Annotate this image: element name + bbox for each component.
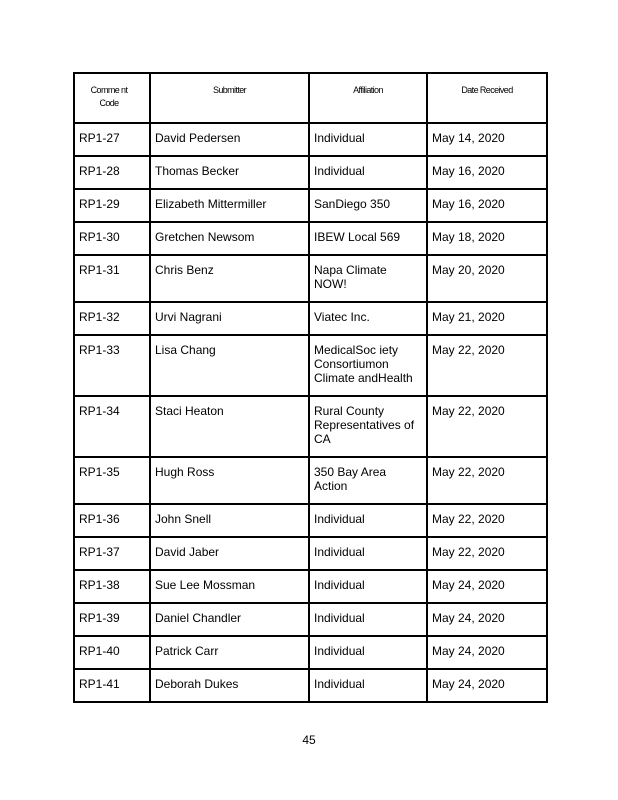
header-affiliation: Affiliation [309, 73, 427, 123]
cell-code: RP1-35 [74, 457, 150, 504]
table-body [74, 123, 547, 702]
cell-code: RP1-34 [74, 396, 150, 457]
cell-code: RP1-31 [74, 255, 150, 302]
cell-submitter: John Snell [150, 504, 309, 537]
cell-code: RP1-32 [74, 302, 150, 335]
cell-affiliation: Individual [309, 570, 427, 603]
cell-code: RP1-36 [74, 504, 150, 537]
cell-affiliation: IBEW Local 569 [309, 222, 427, 255]
cell-affiliation: Napa Climate NOW! [309, 255, 427, 302]
cell-date: May 22, 2020 [427, 504, 547, 537]
cell-affiliation: 350 Bay Area Action [309, 457, 427, 504]
header-submitter: Submitter [150, 73, 309, 123]
cell-code: RP1-29 [74, 189, 150, 222]
cell-date: May 22, 2020 [427, 457, 547, 504]
table-row [74, 222, 547, 255]
table-row [74, 302, 547, 335]
cell-date: May 14, 2020 [427, 123, 547, 156]
cell-date: May 21, 2020 [427, 302, 547, 335]
cell-affiliation: Individual [309, 504, 427, 537]
cell-code: RP1-28 [74, 156, 150, 189]
table-row [74, 156, 547, 189]
cell-date: May 16, 2020 [427, 156, 547, 189]
cell-submitter: Lisa Chang [150, 335, 309, 396]
header-date-received: Date Received [427, 73, 547, 123]
table-row [74, 669, 547, 702]
cell-affiliation: Rural County Representatives of CA [309, 396, 427, 457]
cell-affiliation: Individual [309, 123, 427, 156]
cell-code: RP1-41 [74, 669, 150, 702]
cell-submitter: Daniel Chandler [150, 603, 309, 636]
cell-submitter: Gretchen Newsom [150, 222, 309, 255]
table-row [74, 457, 547, 504]
cell-affiliation: Individual [309, 603, 427, 636]
cell-code: RP1-30 [74, 222, 150, 255]
table-header-row [74, 73, 547, 123]
cell-code: RP1-37 [74, 537, 150, 570]
cell-date: May 24, 2020 [427, 603, 547, 636]
table-row [74, 335, 547, 396]
cell-date: May 24, 2020 [427, 669, 547, 702]
table-row [74, 603, 547, 636]
cell-affiliation: Viatec Inc. [309, 302, 427, 335]
cell-code: RP1-38 [74, 570, 150, 603]
cell-submitter: Chris Benz [150, 255, 309, 302]
cell-affiliation: MedicalSoc iety Consortiumon Climate andHealth [309, 335, 427, 396]
cell-affiliation: Individual [309, 669, 427, 702]
table-row [74, 396, 547, 457]
cell-submitter: Elizabeth Mittermiller [150, 189, 309, 222]
table-row [74, 255, 547, 302]
cell-submitter: David Pedersen [150, 123, 309, 156]
cell-date: May 24, 2020 [427, 636, 547, 669]
cell-date: May 22, 2020 [427, 335, 547, 396]
cell-affiliation: Individual [309, 156, 427, 189]
cell-code: RP1-39 [74, 603, 150, 636]
cell-date: May 20, 2020 [427, 255, 547, 302]
comment-table-container [73, 72, 546, 703]
table-row [74, 570, 547, 603]
table-row [74, 537, 547, 570]
cell-submitter: Thomas Becker [150, 156, 309, 189]
cell-submitter: Urvi Nagrani [150, 302, 309, 335]
cell-submitter: David Jaber [150, 537, 309, 570]
table-row [74, 504, 547, 537]
cell-affiliation: Individual [309, 537, 427, 570]
cell-code: RP1-27 [74, 123, 150, 156]
cell-submitter: Deborah Dukes [150, 669, 309, 702]
comment-table [73, 72, 548, 703]
cell-code: RP1-40 [74, 636, 150, 669]
cell-submitter: Staci Heaton [150, 396, 309, 457]
cell-affiliation: Individual [309, 636, 427, 669]
cell-affiliation: SanDiego 350 [309, 189, 427, 222]
cell-submitter: Patrick Carr [150, 636, 309, 669]
table-row [74, 123, 547, 156]
cell-date: May 16, 2020 [427, 189, 547, 222]
cell-code: RP1-33 [74, 335, 150, 396]
table-row [74, 189, 547, 222]
header-comment-code: Comme nt Code [74, 73, 150, 123]
cell-date: May 18, 2020 [427, 222, 547, 255]
table-row [74, 636, 547, 669]
page-number: 45 [302, 733, 316, 747]
cell-date: May 22, 2020 [427, 537, 547, 570]
cell-date: May 24, 2020 [427, 570, 547, 603]
cell-date: May 22, 2020 [427, 396, 547, 457]
cell-submitter: Sue Lee Mossman [150, 570, 309, 603]
cell-submitter: Hugh Ross [150, 457, 309, 504]
